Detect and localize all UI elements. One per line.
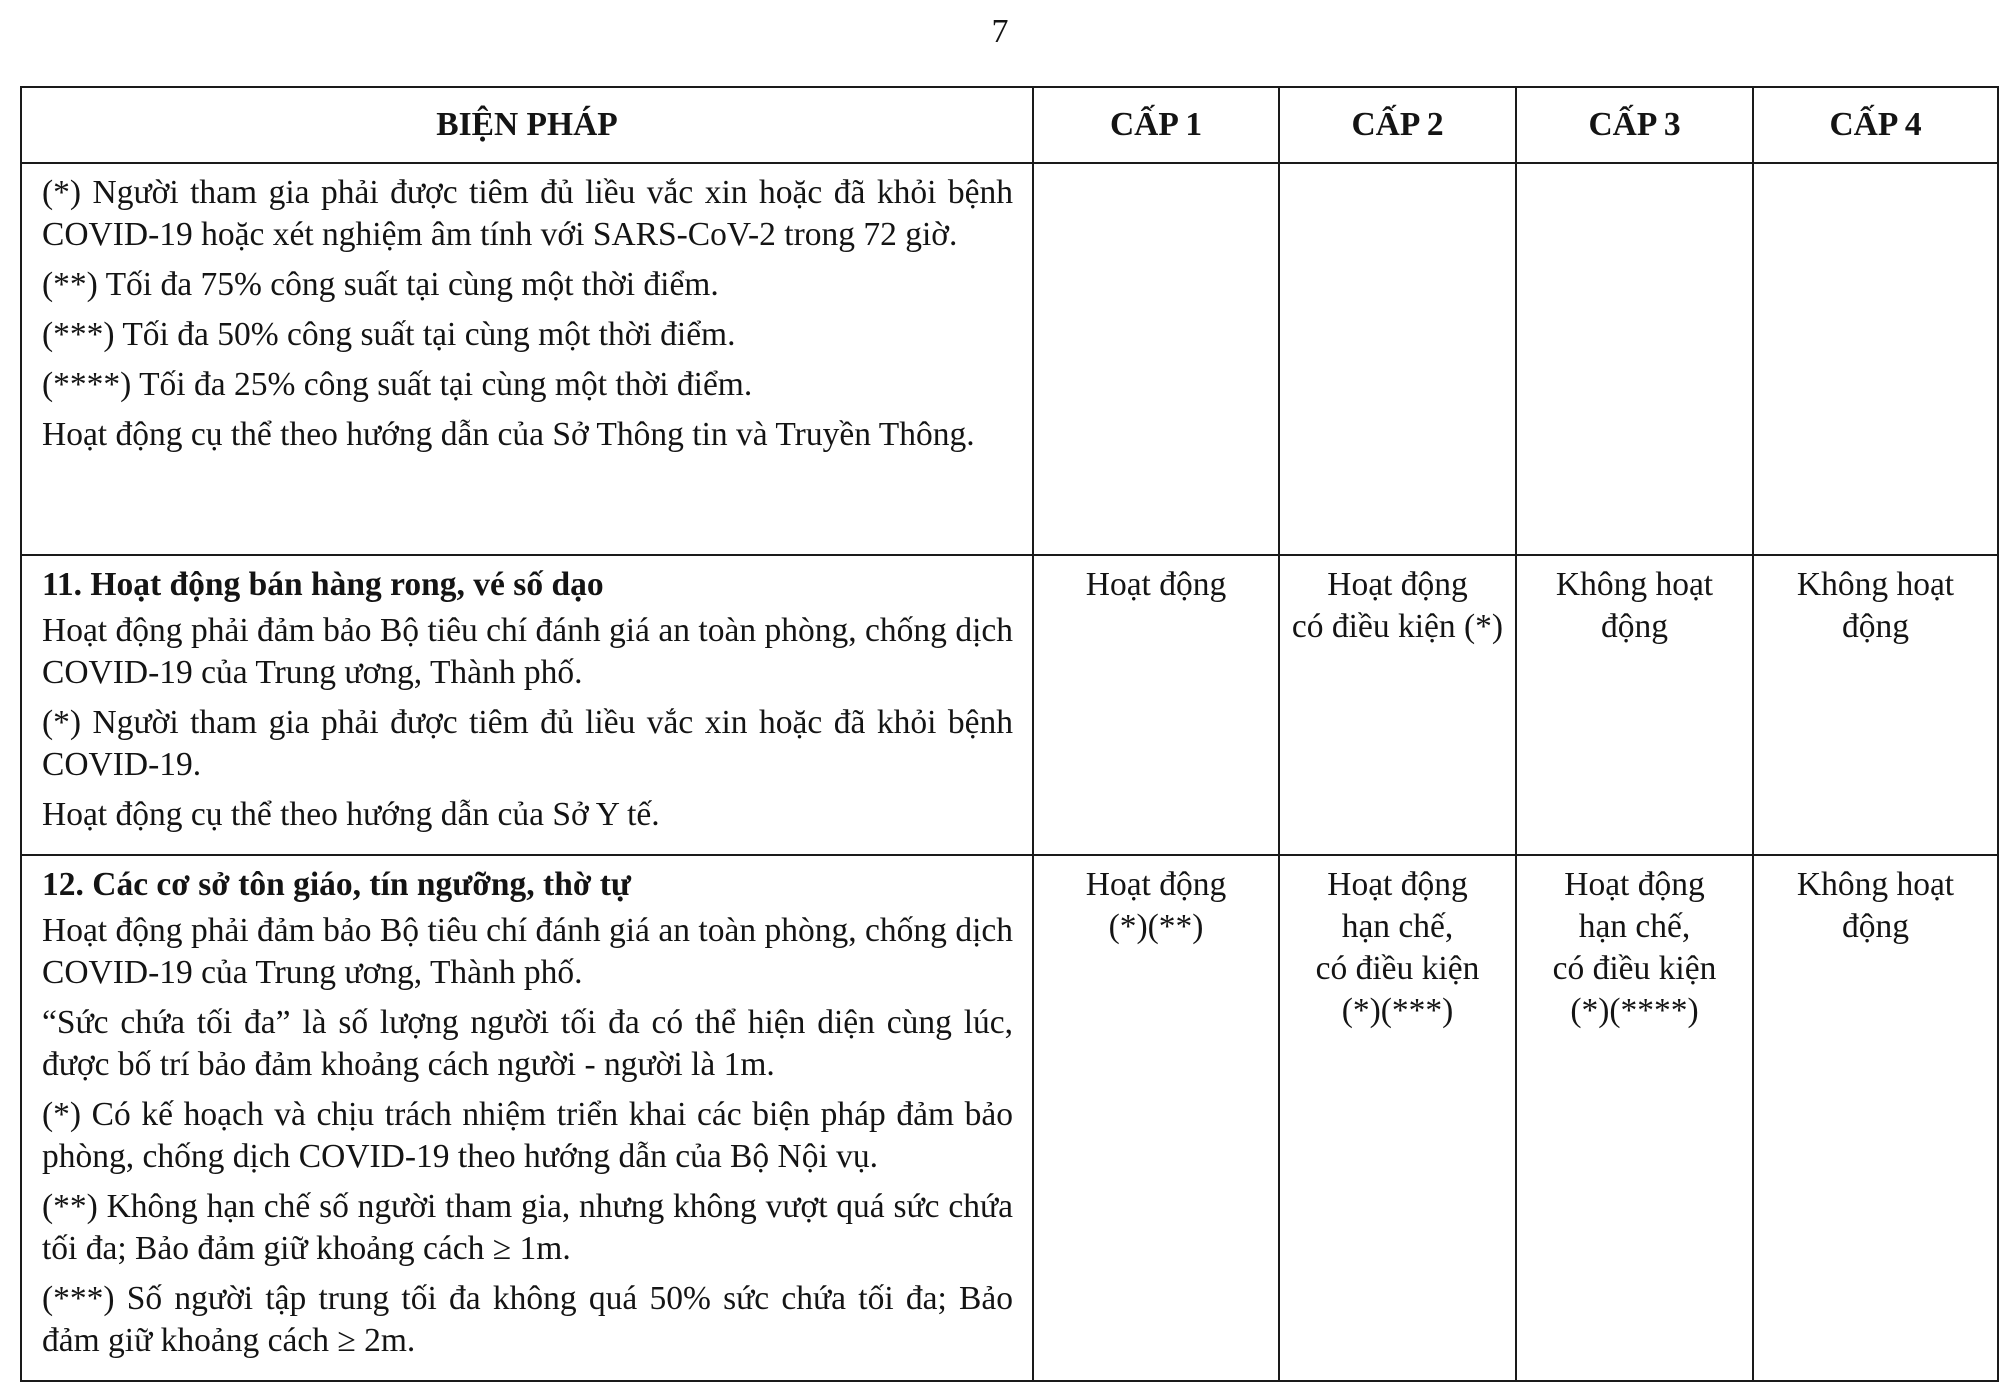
level-status-text: Không hoạt bbox=[1796, 566, 1955, 603]
header-level-4: CẤP 4 bbox=[1753, 87, 1998, 163]
level-status-text: có điều kiện bbox=[1552, 950, 1717, 987]
page-number: 7 bbox=[991, 13, 1009, 50]
level-3-cell bbox=[1516, 555, 1753, 855]
level-2-cell bbox=[1279, 163, 1516, 555]
level-3-cell bbox=[1516, 855, 1753, 1381]
level-status-text: Hoạt động bbox=[1327, 566, 1468, 603]
header-level-1: CẤP 1 bbox=[1033, 87, 1279, 163]
section-title: 11. Hoạt động bán hàng rong, vé số dạo bbox=[42, 566, 604, 603]
level-status-text: động bbox=[1601, 608, 1668, 645]
level-status-text: có điều kiện bbox=[1315, 950, 1480, 987]
header-level-2: CẤP 2 bbox=[1279, 87, 1516, 163]
measure-paragraph: (**) Tối đa 75% công suất tại cùng một thời điểm. bbox=[42, 266, 719, 303]
level-status-text: (*)(***) bbox=[1341, 992, 1454, 1029]
level-status-text: Hoạt động bbox=[1085, 566, 1227, 603]
measure-paragraph: (*) Người tham gia phải được tiêm đủ liều vắc xin hoặc đã khỏi bệnh COVID-19. bbox=[42, 704, 1013, 783]
level-1-cell bbox=[1033, 855, 1279, 1381]
level-status-text: (*)(****) bbox=[1570, 992, 1699, 1029]
measure-paragraph: (***) Số người tập trung tối đa không quá 50% sức chứa tối đa; Bảo đảm giữ khoảng cách ≥ 2m. bbox=[42, 1280, 1013, 1359]
table-row bbox=[21, 555, 1998, 855]
measure-paragraph: Hoạt động cụ thể theo hướng dẫn của Sở Y tế. bbox=[42, 796, 660, 833]
level-status-text: hạn chế, bbox=[1578, 908, 1691, 945]
level-2-cell bbox=[1279, 855, 1516, 1381]
measure-paragraph: (*) Người tham gia phải được tiêm đủ liều vắc xin hoặc đã khỏi bệnh COVID-19 hoặc xét nghiệm âm tính với SARS-CoV-2 trong 72 giờ. bbox=[42, 174, 1013, 253]
table-row bbox=[21, 855, 1998, 1381]
level-status-text: Không hoạt bbox=[1555, 566, 1714, 603]
measure-paragraph: Hoạt động phải đảm bảo Bộ tiêu chí đánh giá an toàn phòng, chống dịch COVID-19 của Trung ương, Thành phố. bbox=[42, 612, 1013, 691]
measure-cell bbox=[21, 855, 1033, 1381]
measure-paragraph: (*) Có kế hoạch và chịu trách nhiệm triển khai các biện pháp đảm bảo phòng, chống dịch COVID-19 theo hướng dẫn của Bộ Nội vụ. bbox=[42, 1096, 1013, 1175]
header-level-3: CẤP 3 bbox=[1516, 87, 1753, 163]
level-status-text: Hoạt động bbox=[1564, 866, 1705, 903]
level-1-cell bbox=[1033, 555, 1279, 855]
level-status-text: (*)(**) bbox=[1108, 908, 1204, 945]
header-measure: BIỆN PHÁP bbox=[21, 87, 1033, 163]
level-4-cell bbox=[1753, 555, 1998, 855]
level-3-cell bbox=[1516, 163, 1753, 555]
level-status-text: động bbox=[1842, 908, 1909, 945]
measure-paragraph: Hoạt động cụ thể theo hướng dẫn của Sở Thông tin và Truyền Thông. bbox=[42, 416, 975, 453]
header-row bbox=[21, 87, 1998, 163]
level-status-text: có điều kiện (*) bbox=[1291, 608, 1504, 645]
level-4-cell bbox=[1753, 855, 1998, 1381]
measure-paragraph: (***) Tối đa 50% công suất tại cùng một thời điểm. bbox=[42, 316, 736, 353]
measure-cell bbox=[21, 555, 1033, 855]
measure-cell bbox=[21, 163, 1033, 555]
level-1-cell bbox=[1033, 163, 1279, 555]
level-status-text: Hoạt động bbox=[1085, 866, 1227, 903]
measure-paragraph: (****) Tối đa 25% công suất tại cùng một thời điểm. bbox=[42, 366, 753, 403]
level-status-text: hạn chế, bbox=[1341, 908, 1454, 945]
level-status-text: động bbox=[1842, 608, 1909, 645]
level-4-cell bbox=[1753, 163, 1998, 555]
measure-paragraph: Hoạt động phải đảm bảo Bộ tiêu chí đánh giá an toàn phòng, chống dịch COVID-19 của Trung ương, Thành phố. bbox=[42, 912, 1013, 991]
level-2-cell bbox=[1279, 555, 1516, 855]
level-status-text: Hoạt động bbox=[1327, 866, 1468, 903]
measures-table bbox=[20, 86, 1999, 1382]
table-row bbox=[21, 163, 1998, 555]
measure-paragraph: “Sức chứa tối đa” là số lượng người tối đa có thể hiện diện cùng lúc, được bố trí bảo đảm khoảng cách người - người là 1m. bbox=[42, 1004, 1013, 1083]
section-title: 12. Các cơ sở tôn giáo, tín ngưỡng, thờ tự bbox=[42, 866, 632, 903]
level-status-text: Không hoạt bbox=[1796, 866, 1955, 903]
measure-paragraph: (**) Không hạn chế số người tham gia, nhưng không vượt quá sức chứa tối đa; Bảo đảm giữ khoảng cách ≥ 1m. bbox=[42, 1188, 1013, 1267]
